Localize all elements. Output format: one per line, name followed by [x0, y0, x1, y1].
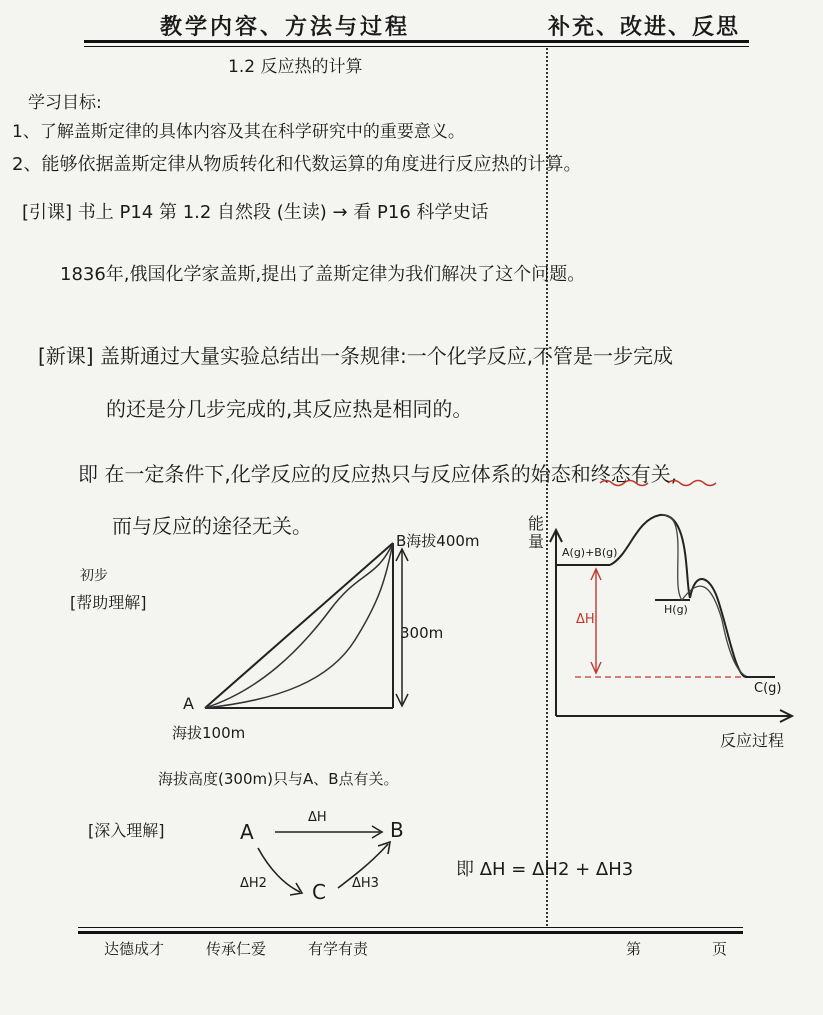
aside-preliminary: 初步 — [80, 568, 108, 584]
mountain-height-label: 300m — [400, 624, 444, 642]
new-lesson-line-2: 的还是分几步完成的,其反应热是相同的。 — [106, 397, 473, 421]
energy-x-axis-label: 反应过程 — [720, 731, 785, 750]
footer-rule-thin — [78, 927, 743, 928]
footer-motto-3: 有学有责 — [308, 940, 369, 958]
mountain-point-a: A — [183, 694, 194, 713]
energy-product-label: C(g) — [754, 681, 782, 696]
deep-understand-label: [深入理解] — [88, 821, 165, 840]
footer-page-suffix: 页 — [712, 940, 728, 958]
cycle-node-b: B — [390, 818, 404, 842]
footer-motto-1: 达德成才 — [104, 940, 165, 958]
footer-page-label: 第 — [626, 940, 642, 958]
footer-rule-thick — [78, 931, 743, 934]
energy-intermediate-label: H(g) — [664, 603, 688, 616]
energy-reactants-label: A(g)+B(g) — [562, 546, 618, 559]
header-left-title: 教学内容、方法与过程 — [160, 14, 411, 40]
mountain-diagram — [205, 543, 408, 708]
lesson-title: 1.2 反应热的计算 — [228, 57, 363, 77]
cycle-dh2-label: ΔH2 — [240, 876, 267, 891]
energy-y-axis-label: 能量 — [528, 514, 545, 551]
header-right-title: 补充、改进、反思 — [548, 14, 741, 40]
cycle-dh3-label: ΔH3 — [352, 876, 379, 891]
highlight-squiggle-initial — [600, 481, 648, 486]
cycle-node-a: A — [240, 820, 254, 844]
aside-help-understand: [帮助理解] — [70, 593, 147, 612]
goals-heading: 学习目标: — [28, 93, 102, 113]
new-lesson-line-1: [新课] 盖斯通过大量实验总结出一条规律:一个化学反应,不管是一步完成 — [38, 344, 674, 368]
mountain-peak-label: B海拔400m — [396, 532, 480, 550]
hess-equation: 即 ΔH = ΔH2 + ΔH3 — [456, 859, 634, 880]
goal-2: 2、能够依据盖斯定律从物质转化和代数运算的角度进行反应热的计算。 — [12, 154, 582, 175]
history-line: 1836年,俄国化学家盖斯,提出了盖斯定律为我们解决了这个问题。 — [60, 264, 586, 285]
meaning-line-2: 而与反应的途径无关。 — [112, 514, 312, 538]
energy-delta-h-label: ΔH — [576, 612, 595, 627]
goal-1: 1、了解盖斯定律的具体内容及其在科学研究中的重要意义。 — [12, 122, 465, 142]
height-note: 海拔高度(300m)只与A、B点有关。 — [158, 770, 399, 788]
cycle-dh-label: ΔH — [308, 810, 327, 825]
mountain-base-label: 海拔100m — [172, 724, 246, 742]
meaning-line-1: 即 在一定条件下,化学反应的反应热只与反应体系的始态和终态有关, — [78, 462, 678, 486]
footer-motto-2: 传承仁爱 — [206, 940, 267, 958]
cycle-node-c: C — [312, 880, 326, 904]
intro-line: [引课] 书上 P14 第 1.2 自然段 (生读) → 看 P16 科学史话 — [22, 202, 489, 223]
highlight-squiggle-final — [668, 481, 716, 486]
